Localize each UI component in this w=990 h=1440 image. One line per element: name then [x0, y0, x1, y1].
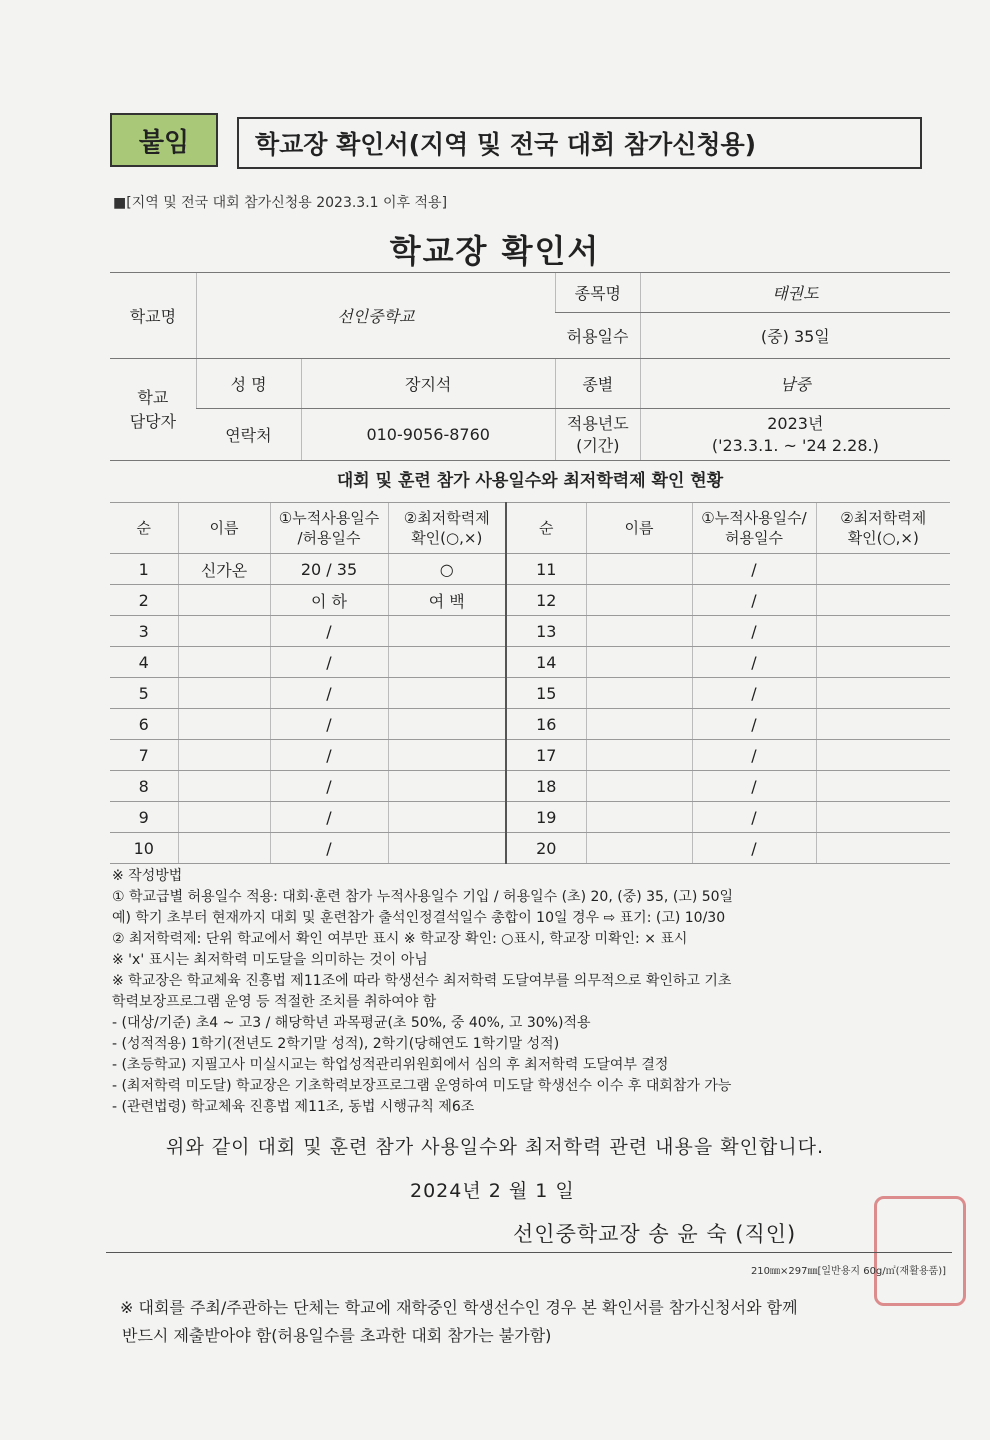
name-value: 장지석	[301, 359, 555, 409]
school-label: 학교명	[110, 273, 196, 359]
cell-check: ○	[388, 554, 506, 585]
table-row	[110, 678, 950, 709]
header-check-right: ②최저학력제 확인(○,×)	[816, 503, 950, 554]
participants-table	[110, 502, 950, 864]
instruction-line: ※ 학교장은 학교체육 진흥법 제11조에 따라 학생선수 최저학력 도달여부를 의무적으로 확인하고 기초	[112, 973, 732, 989]
cell-check	[388, 771, 506, 802]
cell-check	[816, 833, 950, 864]
sport-value: 태권도	[640, 273, 950, 313]
header-days: ①누적사용일수 /허용일수	[270, 503, 388, 554]
footer-line: 반드시 제출받아야 함(허용일수를 초과한 대회 참가는 불가함)	[122, 1326, 552, 1345]
cell-days: /	[692, 709, 816, 740]
cell-no: 11	[506, 554, 586, 585]
name-label: 성 명	[196, 359, 301, 409]
manager-label: 학교 담당자	[110, 359, 196, 461]
cell-name	[586, 585, 692, 616]
cell-days: /	[270, 833, 388, 864]
form-title-box: 학교장 확인서(지역 및 전국 대회 참가신청용)	[237, 117, 922, 169]
cell-days: /	[692, 647, 816, 678]
cell-name	[586, 678, 692, 709]
table-row	[110, 554, 950, 585]
cell-name	[178, 771, 270, 802]
cell-no: 17	[506, 740, 586, 771]
confirmation-text: 위와 같이 대회 및 훈련 참가 사용일수와 최저학력 관련 내용을 확인합니다.	[165, 1136, 825, 1158]
cell-no: 7	[110, 740, 178, 771]
cell-check	[388, 616, 506, 647]
cell-check	[816, 554, 950, 585]
application-note: ■[지역 및 전국 대회 참가신청용 2023.3.1 이후 적용]	[113, 195, 448, 211]
cell-no: 4	[110, 647, 178, 678]
year-label: 적용년도 (기간)	[555, 409, 640, 461]
status-title: 대회 및 훈련 참가 사용일수와 최저학력제 확인 현황	[336, 471, 724, 491]
cell-check	[816, 585, 950, 616]
cell-name	[586, 802, 692, 833]
cell-name	[586, 833, 692, 864]
cell-check	[388, 833, 506, 864]
contact-label: 연락처	[196, 409, 301, 461]
cell-name	[178, 802, 270, 833]
instruction-line: ① 학교급별 허용일수 적용: 대회·훈련 참가 누적사용일수 기입 / 허용일수 (초) 20, (중) 35, (고) 50일	[112, 889, 734, 905]
cell-name	[178, 740, 270, 771]
cell-days: /	[270, 616, 388, 647]
table-row	[110, 833, 950, 864]
cell-name	[178, 616, 270, 647]
cell-days: /	[692, 585, 816, 616]
footer-note	[120, 1294, 950, 1350]
info-table	[110, 272, 950, 461]
cell-check	[816, 771, 950, 802]
table-row	[110, 740, 950, 771]
cell-check: 여 백	[388, 585, 506, 616]
cell-no: 12	[506, 585, 586, 616]
cell-name	[586, 709, 692, 740]
cell-name	[586, 647, 692, 678]
cell-days: /	[270, 678, 388, 709]
table-row	[110, 771, 950, 802]
cell-name	[178, 709, 270, 740]
cell-check	[388, 802, 506, 833]
table-row	[110, 647, 950, 678]
cell-name: 신가온	[178, 554, 270, 585]
cell-check	[388, 740, 506, 771]
cell-days: /	[270, 647, 388, 678]
cell-no: 6	[110, 709, 178, 740]
cell-days: /	[692, 802, 816, 833]
cell-no: 5	[110, 678, 178, 709]
cell-no: 15	[506, 678, 586, 709]
days-label: 허용일수	[555, 313, 640, 359]
instruction-line: ② 최저학력제: 단위 학교에서 확인 여부만 표시 ※ 학교장 확인: ○표시, 학교장 미확인: × 표시	[112, 931, 688, 947]
cell-name	[586, 771, 692, 802]
cell-no: 16	[506, 709, 586, 740]
header-name: 이름	[178, 503, 270, 554]
header-check: ②최저학력제 확인(○,×)	[388, 503, 506, 554]
cell-days: /	[692, 678, 816, 709]
cell-no: 14	[506, 647, 586, 678]
cell-days: /	[270, 709, 388, 740]
principal-signature: 선인중학교장 송 윤 숙 (직인)	[513, 1222, 797, 1246]
instruction-line: 예) 학기 초부터 현재까지 대회 및 훈련참가 출석인정결석일수 총합이 10일 경우 ⇨ 표기: (고) 10/30	[112, 910, 726, 926]
contact-value: 010-9056-8760	[301, 409, 555, 461]
cell-no: 3	[110, 616, 178, 647]
attachment-label: 붙임	[110, 113, 218, 167]
cell-name	[178, 833, 270, 864]
cell-days: /	[270, 802, 388, 833]
cell-days: 20 / 35	[270, 554, 388, 585]
cell-days: /	[692, 740, 816, 771]
instruction-line: - (대상/기준) 초4 ~ 고3 / 해당학년 과목평균(초 50%, 중 40%, 고 30%)적용	[112, 1015, 591, 1031]
cell-no: 1	[110, 554, 178, 585]
cell-no: 10	[110, 833, 178, 864]
cell-days: /	[692, 833, 816, 864]
header-no: 순	[110, 503, 178, 554]
year-value: 2023년	[767, 413, 824, 433]
cell-check	[816, 740, 950, 771]
cell-days: 이 하	[270, 585, 388, 616]
instruction-line: - (초등학교) 지필고사 미실시교는 학업성적관리위원회에서 심의 후 최저학력 도달여부 결정	[112, 1057, 669, 1073]
cell-name	[178, 585, 270, 616]
school-value: 선인중학교	[196, 273, 555, 359]
cell-check	[816, 709, 950, 740]
instruction-line: - (성적적용) 1학기(전년도 2학기말 성적), 2학기(당해연도 1학기말 성적)	[112, 1036, 560, 1052]
year-cell	[640, 409, 950, 461]
cell-check	[816, 802, 950, 833]
cell-days: /	[270, 771, 388, 802]
header-name-right: 이름	[586, 503, 692, 554]
divider	[106, 1252, 952, 1253]
paper-spec: 210㎜×297㎜[일반용지 60g/㎡(재활용품)]	[750, 1266, 946, 1277]
table-row	[110, 802, 950, 833]
type-label: 종별	[555, 359, 640, 409]
cell-no: 9	[110, 802, 178, 833]
cell-days: /	[692, 616, 816, 647]
cell-check	[388, 647, 506, 678]
year-period: ('23.3.1. ~ '24 2.28.)	[711, 435, 879, 455]
document-title: 학교장 확인서	[389, 232, 601, 270]
official-seal-icon	[874, 1196, 966, 1306]
footer-line: ※ 대회를 주최/주관하는 단체는 학교에 재학중인 학생선수인 경우 본 확인서를 참가신청서와 함께	[120, 1298, 798, 1317]
cell-check	[388, 678, 506, 709]
cell-days: /	[270, 740, 388, 771]
cell-no: 13	[506, 616, 586, 647]
sport-label: 종목명	[555, 273, 640, 313]
cell-name	[586, 616, 692, 647]
cell-check	[816, 647, 950, 678]
instruction-line: - (관련법령) 학교체육 진흥법 제11조, 동법 시행규칙 제6조	[112, 1099, 475, 1115]
instructions	[112, 866, 952, 1118]
instruction-line: ※ 작성방법	[112, 868, 183, 884]
header-days-right: ①누적사용일수/ 허용일수	[692, 503, 816, 554]
cell-no: 18	[506, 771, 586, 802]
cell-name	[586, 554, 692, 585]
cell-name	[586, 740, 692, 771]
cell-no: 2	[110, 585, 178, 616]
instruction-line: 학력보장프로그램 운영 등 적절한 조치를 취하여야 함	[112, 994, 437, 1010]
instruction-line: - (최저학력 미도달) 학교장은 기초학력보장프로그램 운영하여 미도달 학생선수 이수 후 대회참가 가능	[112, 1078, 732, 1094]
cell-days: /	[692, 554, 816, 585]
type-value: 남중	[640, 359, 950, 409]
cell-no: 8	[110, 771, 178, 802]
cell-days: /	[692, 771, 816, 802]
cell-name	[178, 647, 270, 678]
table-row	[110, 585, 950, 616]
cell-check	[816, 678, 950, 709]
table-row	[110, 709, 950, 740]
cell-name	[178, 678, 270, 709]
header-no-right: 순	[506, 503, 586, 554]
cell-no: 20	[506, 833, 586, 864]
days-value: (중) 35일	[640, 313, 950, 359]
cell-check	[388, 709, 506, 740]
table-row	[110, 616, 950, 647]
instruction-line: ※ 'x' 표시는 최저학력 미도달을 의미하는 것이 아님	[112, 952, 428, 968]
cell-no: 19	[506, 802, 586, 833]
cell-check	[816, 616, 950, 647]
confirmation-date: 2024년 2 월 1 일	[410, 1180, 575, 1202]
